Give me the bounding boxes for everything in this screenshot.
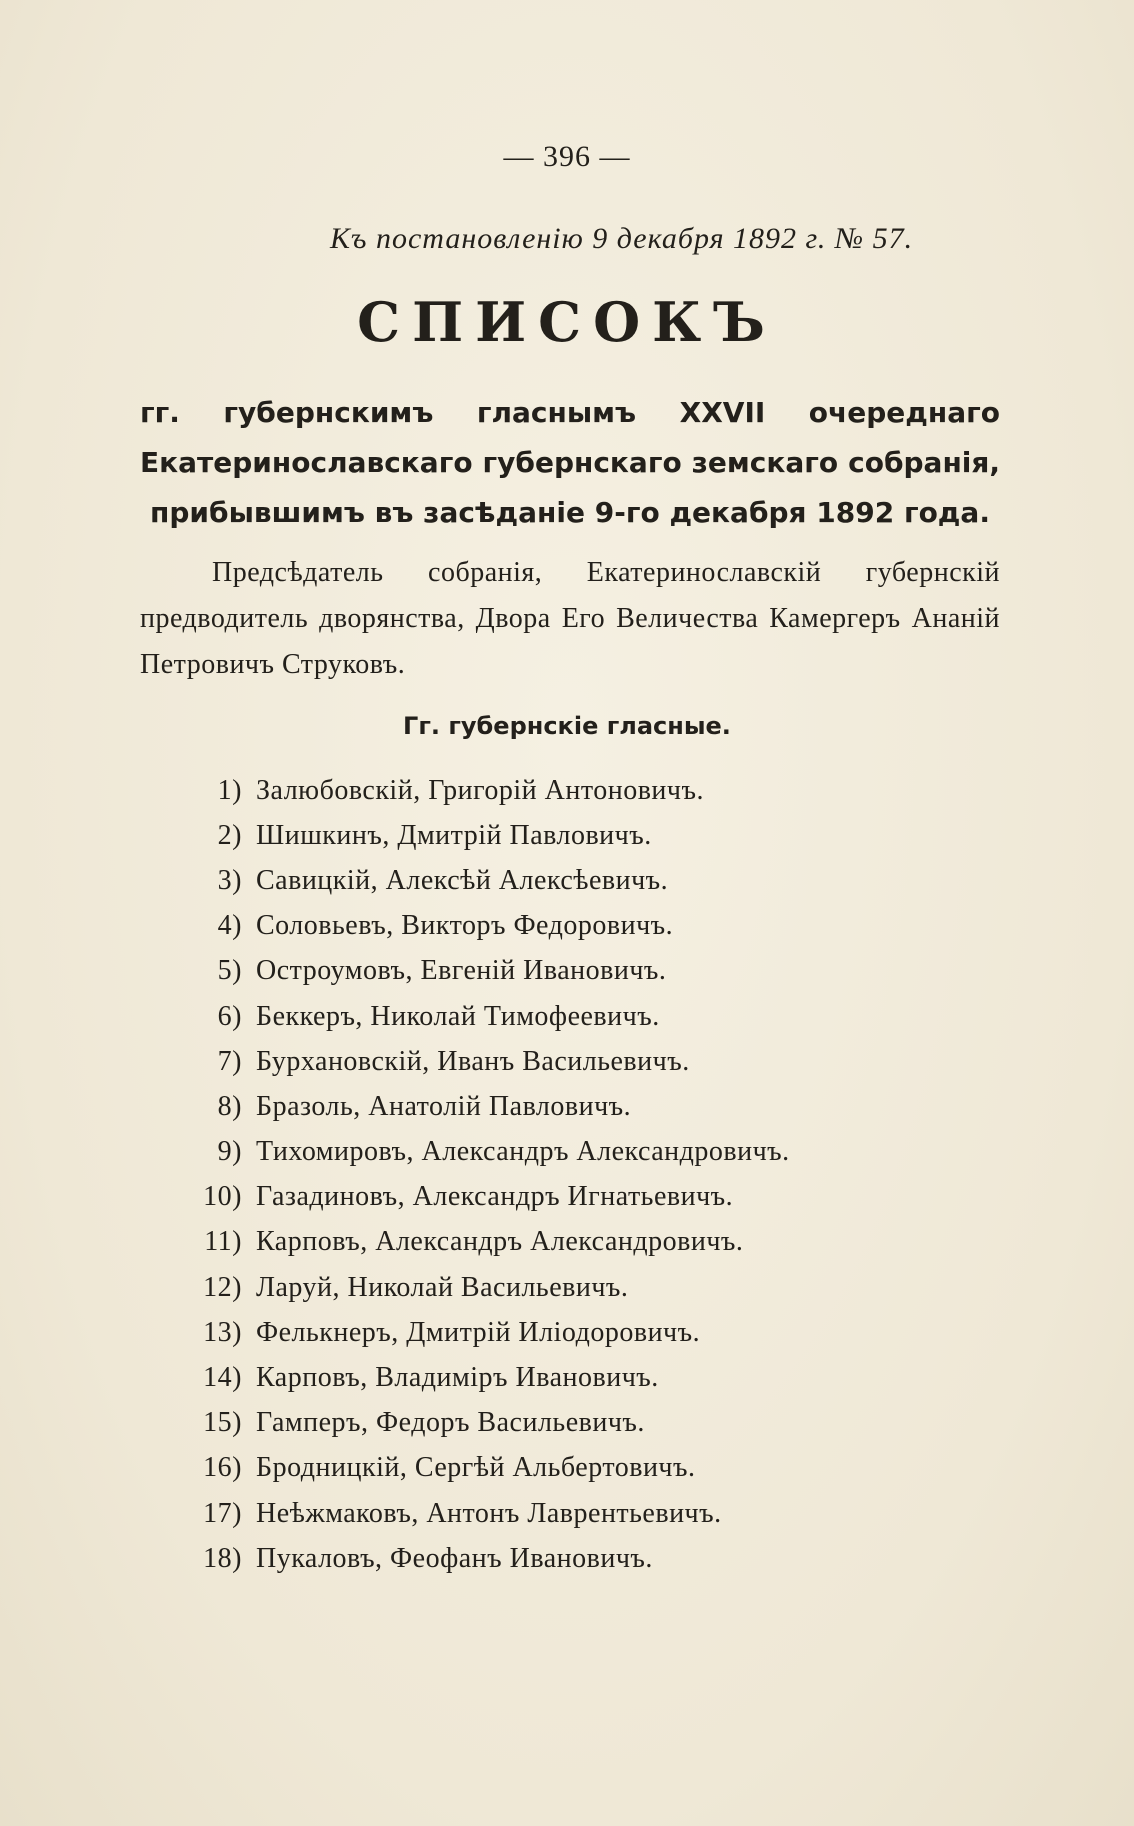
member-name: Карповъ, Александръ Александровичъ.	[256, 1226, 744, 1258]
member-name: Бразоль, Анатолій Павловичъ.	[256, 1090, 632, 1122]
member-name: Бродницкій, Сергѣй Альбертовичъ.	[256, 1452, 696, 1484]
member-name: Пукаловъ, Феофанъ Ивановичъ.	[256, 1542, 653, 1574]
member-name: Соловьевъ, Викторъ Федоровичъ.	[256, 910, 674, 942]
page-number: — 396 —	[503, 140, 631, 173]
list-item	[150, 1446, 970, 1491]
member-name: Остроумовъ, Евгеній Ивановичъ.	[256, 955, 667, 987]
member-name: Беккеръ, Николай Тимофеевичъ.	[256, 1000, 660, 1032]
member-number: 13)	[203, 1316, 242, 1348]
list-item	[150, 1310, 970, 1355]
members-list	[150, 768, 970, 1581]
list-item	[150, 1401, 970, 1446]
list-item	[150, 904, 970, 949]
member-name: Ларуй, Николай Васильевичъ.	[256, 1271, 629, 1303]
member-name: Гамперъ, Федоръ Васильевичъ.	[256, 1407, 645, 1439]
member-name: Неѣжмаковъ, Антонъ Лаврентьевичъ.	[256, 1497, 722, 1529]
member-number: 16)	[203, 1452, 242, 1484]
member-name: Савицкій, Алексѣй Алексѣевичъ.	[256, 864, 669, 896]
member-name: Карповъ, Владиміръ Ивановичъ.	[256, 1362, 659, 1394]
decree-reference: Къ постановленію 9 декабря 1892 г. № 57.	[330, 222, 914, 255]
section-heading: Гг. губернскіе гласные.	[403, 712, 731, 740]
member-number: 8)	[217, 1090, 242, 1122]
list-item	[150, 1265, 970, 1310]
list-item	[150, 949, 970, 994]
member-number: 17)	[203, 1497, 242, 1529]
document-title: СПИСОКЪ	[357, 290, 777, 354]
member-name: Тихомировъ, Александръ Александровичъ.	[256, 1136, 790, 1168]
member-number: 9)	[217, 1136, 242, 1168]
member-number: 1)	[217, 774, 242, 806]
member-number: 2)	[217, 819, 242, 851]
member-name: Фелькнеръ, Дмитрій Иліодоровичъ.	[256, 1316, 701, 1348]
list-item	[150, 858, 970, 903]
list-item	[150, 1039, 970, 1084]
list-item	[150, 813, 970, 858]
member-number: 11)	[204, 1226, 242, 1258]
member-number: 3)	[217, 864, 242, 896]
member-name: Шишкинъ, Дмитрій Павловичъ.	[256, 819, 652, 851]
member-name: Бурхановскій, Иванъ Васильевичъ.	[256, 1045, 690, 1077]
list-item	[150, 1491, 970, 1536]
member-number: 7)	[217, 1045, 242, 1077]
list-item	[150, 768, 970, 813]
member-number: 12)	[203, 1271, 242, 1303]
member-number: 10)	[203, 1181, 242, 1213]
member-name: Залюбовскій, Григорій Антоновичъ.	[256, 774, 704, 806]
list-item	[150, 1084, 970, 1129]
list-item	[150, 1355, 970, 1400]
list-item	[150, 994, 970, 1039]
member-number: 14)	[203, 1362, 242, 1394]
document-subtitle: гг. губернскимъ гласнымъ XXVII очереднаго Екатеринославскаго губернскаго земскаго собранія, прибывшимъ въ засѣданіе 9-го декабря 1892 года.	[140, 396, 1000, 529]
chairman-paragraph: Предсѣдатель собранія, Екатеринославскій губернскій предводитель дворянства, Двора Его Величества Камергеръ Ананій Петровичъ Струковъ.	[140, 557, 1000, 680]
member-name: Газадиновъ, Александръ Игнатьевичъ.	[256, 1181, 734, 1213]
list-item	[150, 1175, 970, 1220]
list-item	[150, 1130, 970, 1175]
member-number: 15)	[203, 1407, 242, 1439]
list-item	[150, 1536, 970, 1581]
member-number: 18)	[203, 1542, 242, 1574]
member-number: 4)	[217, 910, 242, 942]
member-number: 6)	[217, 1000, 242, 1032]
list-item	[150, 1220, 970, 1265]
member-number: 5)	[217, 955, 242, 987]
